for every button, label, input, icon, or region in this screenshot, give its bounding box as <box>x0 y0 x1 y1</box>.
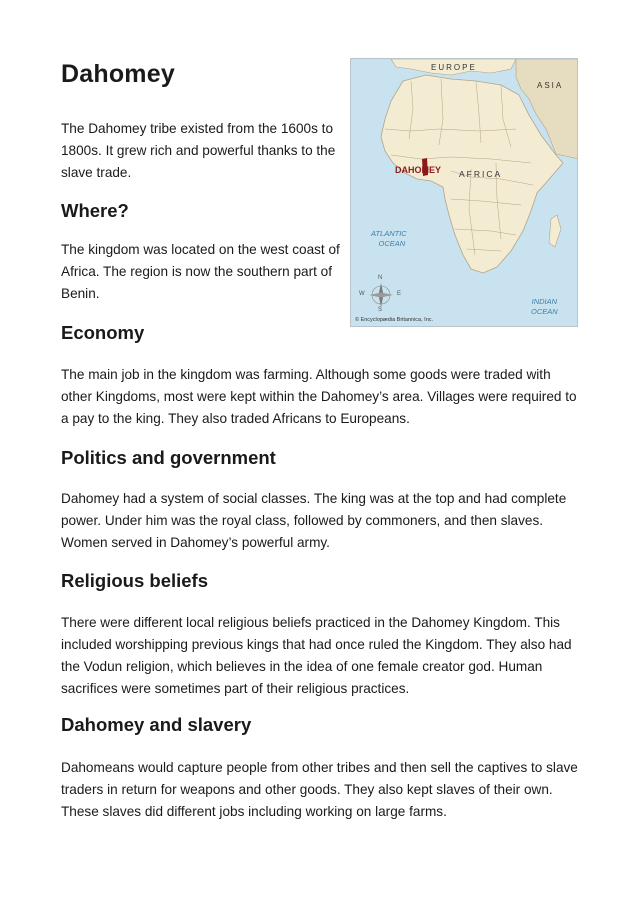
section-heading-slavery: Dahomey and slavery <box>61 714 252 735</box>
map-label-africa: AFRICA <box>459 169 503 179</box>
page-title: Dahomey <box>61 60 175 88</box>
indian-line1: INDIAN <box>531 297 558 306</box>
section-text-slavery: Dahomeans would capture people from other tribes and then sell the captives to slave traders in return for weapons and other goods. They also kept slaves of their own. These slaves did different jobs including working on large farms. <box>61 760 578 819</box>
map-credit: © Encyclopædia Britannica, Inc. <box>355 317 434 323</box>
map-label-dahomey: DAHOMEY <box>395 165 442 175</box>
section-heading-where: Where? <box>61 200 129 221</box>
indian-line2: OCEAN <box>531 307 558 316</box>
compass-s: S <box>378 307 383 313</box>
compass-w: W <box>359 291 365 297</box>
africa-map-graphic <box>351 59 578 327</box>
section-text-economy: The main job in the kingdom was farming. Although some goods were traded with other Kingdoms, most were kept within the Dahomey’s area. Villages were required to a pay to the king. They also traded Africans to Europeans. <box>61 367 577 426</box>
intro-paragraph: The Dahomey tribe existed from the 1600s to 1800s. It grew rich and powerful thanks to the slave trade. <box>61 121 336 180</box>
map-label-atlantic <box>371 229 407 249</box>
map-label-indian <box>531 297 558 317</box>
atlantic-line2: OCEAN <box>378 239 406 248</box>
compass-e: E <box>397 291 402 297</box>
atlantic-line1: ATLANTIC <box>371 229 407 238</box>
africa-map <box>350 58 578 327</box>
compass-n: N <box>378 275 383 281</box>
section-heading-religion: Religious beliefs <box>61 570 209 591</box>
section-heading-economy: Economy <box>61 322 145 343</box>
section-text-politics: Dahomey had a system of social classes. The king was at the top and had complete power. Under him was the royal class, followed by commoners, and then slaves. Women served in Dahomey’s powerful army. <box>61 491 567 550</box>
map-label-europe: EUROPE <box>431 63 477 72</box>
section-text-where: The kingdom was located on the west coast of Africa. The region is now the southern part of Benin. <box>61 242 340 301</box>
map-label-asia: ASIA <box>537 81 564 90</box>
section-heading-politics: Politics and government <box>61 447 276 468</box>
section-text-religion: There were different local religious beliefs practiced in the Dahomey Kingdom. This included worshipping previous kings that had once ruled the Kingdom. They also had the Vodun religion, which believes in the idea of one female creator god. Human sacrifices were sometimes part of their religious practices. <box>61 615 572 696</box>
